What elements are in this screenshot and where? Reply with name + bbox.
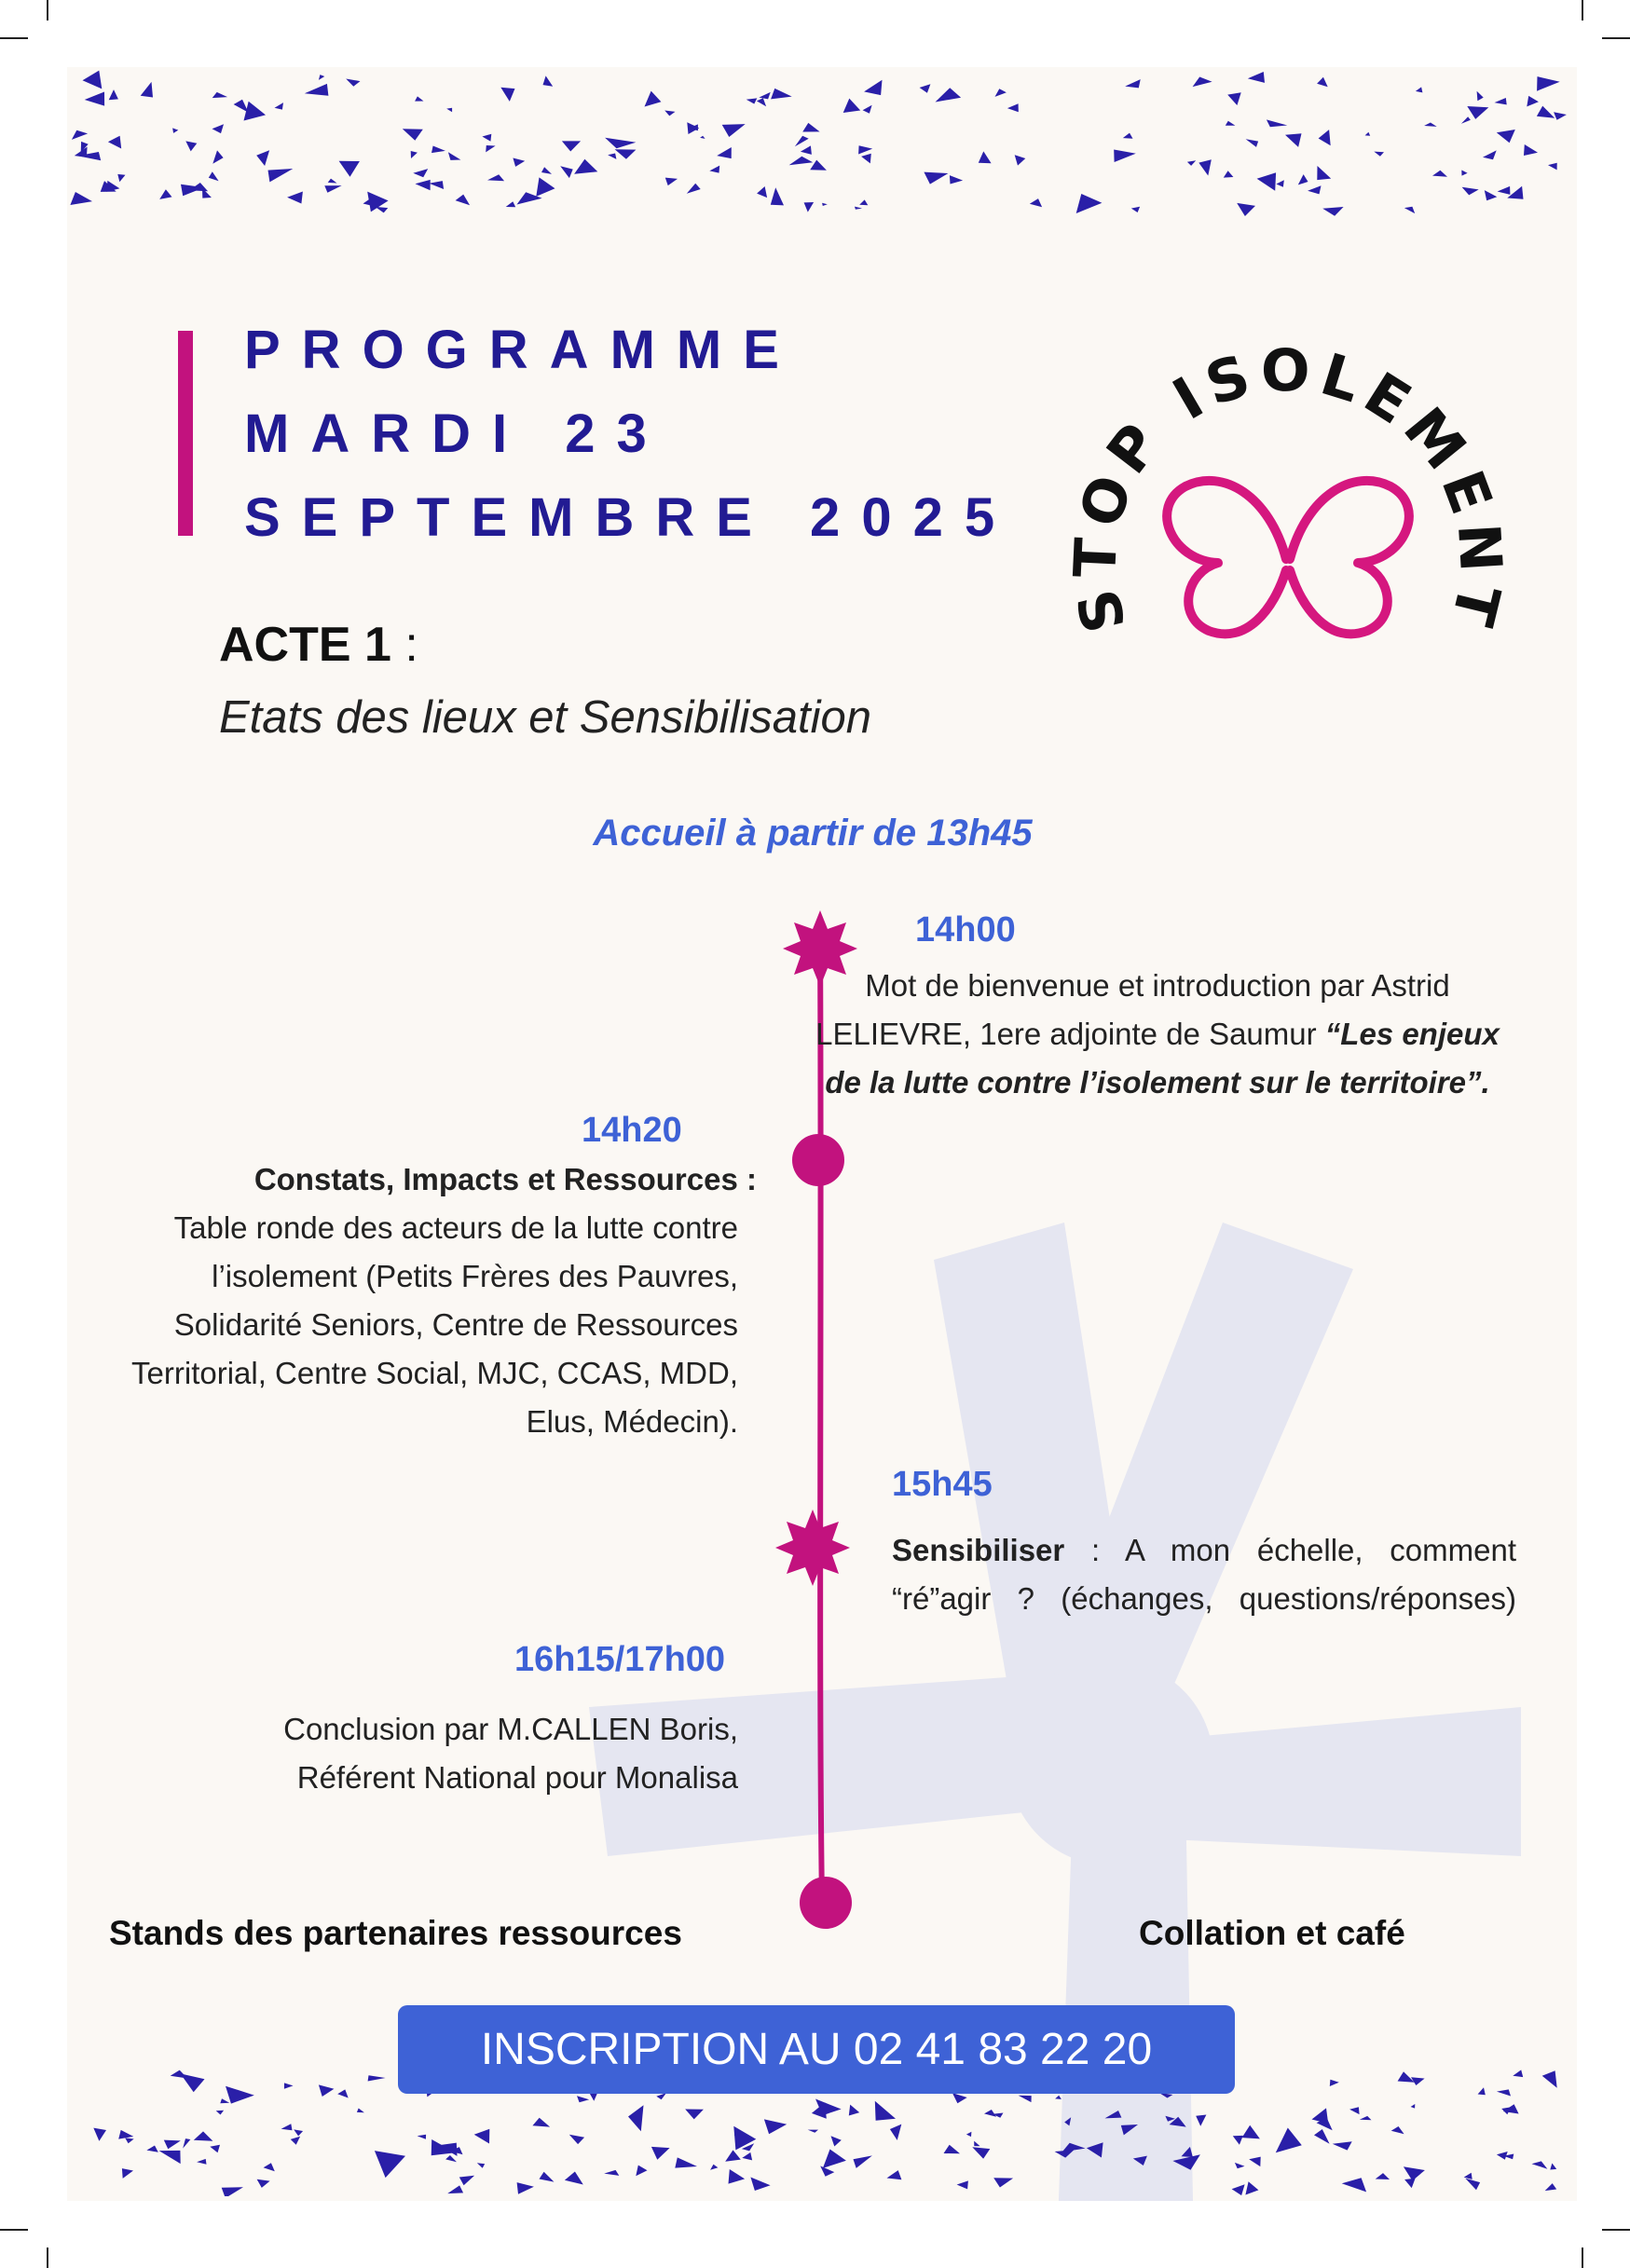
crop-mark [47,0,48,20]
title-line-programme: PROGRAMME [244,320,801,380]
timeline-dot-marker [792,1134,844,1186]
timeline-star-marker [775,1510,850,1586]
item-welcome-text [794,962,1521,1107]
acte-separator: : [390,618,418,672]
title-line-date: MARDI 23 [244,403,668,464]
acte-label: ACTE 1 [219,618,391,672]
crop-mark [1602,2229,1630,2231]
item-constats-heading: Constats, Impacts et Ressources : [253,1162,757,1196]
acte-subtitle: Etats des lieux et Sensibilisation [219,692,871,743]
crop-mark [0,2229,28,2231]
sensibiliser-heading: Sensibiliser [892,1533,1065,1567]
timeline-dot-marker [800,1877,852,1929]
item-conclusion-text: Conclusion par M.CALLEN Boris, Référent National pour Monalisa [283,1712,738,1795]
stands-text: Stands des partenaires ressources [109,1914,682,1952]
timeline [67,67,1577,2201]
welcome-emphasis: “Les enjeux de la lutte contre l’isolement sur le territoire”. [825,1017,1500,1100]
collation-text: Collation et café [1139,1914,1405,1952]
logo-text: STOP ISOLEMENT [1061,335,1516,640]
time-16h15: 16h15/17h00 [514,1640,726,1679]
crop-mark [1582,0,1583,20]
crop-mark [47,2248,48,2268]
time-14h20: 14h20 [582,1111,682,1150]
crop-mark [1582,2248,1583,2268]
welcome-plain: Mot de bienvenue et introduction par Astrid LELIEVRE, 1ere adjointe de Saumur [815,968,1450,1051]
sensibiliser-body: : A mon échelle, comment “ré”agir ? (échanges, questions/réponses) [892,1533,1516,1616]
inscription-banner: INSCRIPTION AU 02 41 83 22 20 [398,2005,1235,2094]
time-15h45: 15h45 [892,1465,993,1504]
crop-mark [0,37,28,39]
accueil-text: Accueil à partir de 13h45 [593,813,1033,854]
item-sensibiliser-text [892,1526,1516,1623]
title-line-month-year: SEPTEMBRE 2025 [244,487,1017,548]
flyer-page [67,67,1577,2201]
time-14h00: 14h00 [915,910,1016,950]
item-constats-text: Table ronde des acteurs de la lutte contre l’isolement (Petits Frères des Pauvres, Solidarité Seniors, Centre de Ressources Territorial, Centre Social, MJC, CCAS, MDD, Elus, Médecin). [131,1210,738,1439]
crop-mark [1602,37,1630,39]
